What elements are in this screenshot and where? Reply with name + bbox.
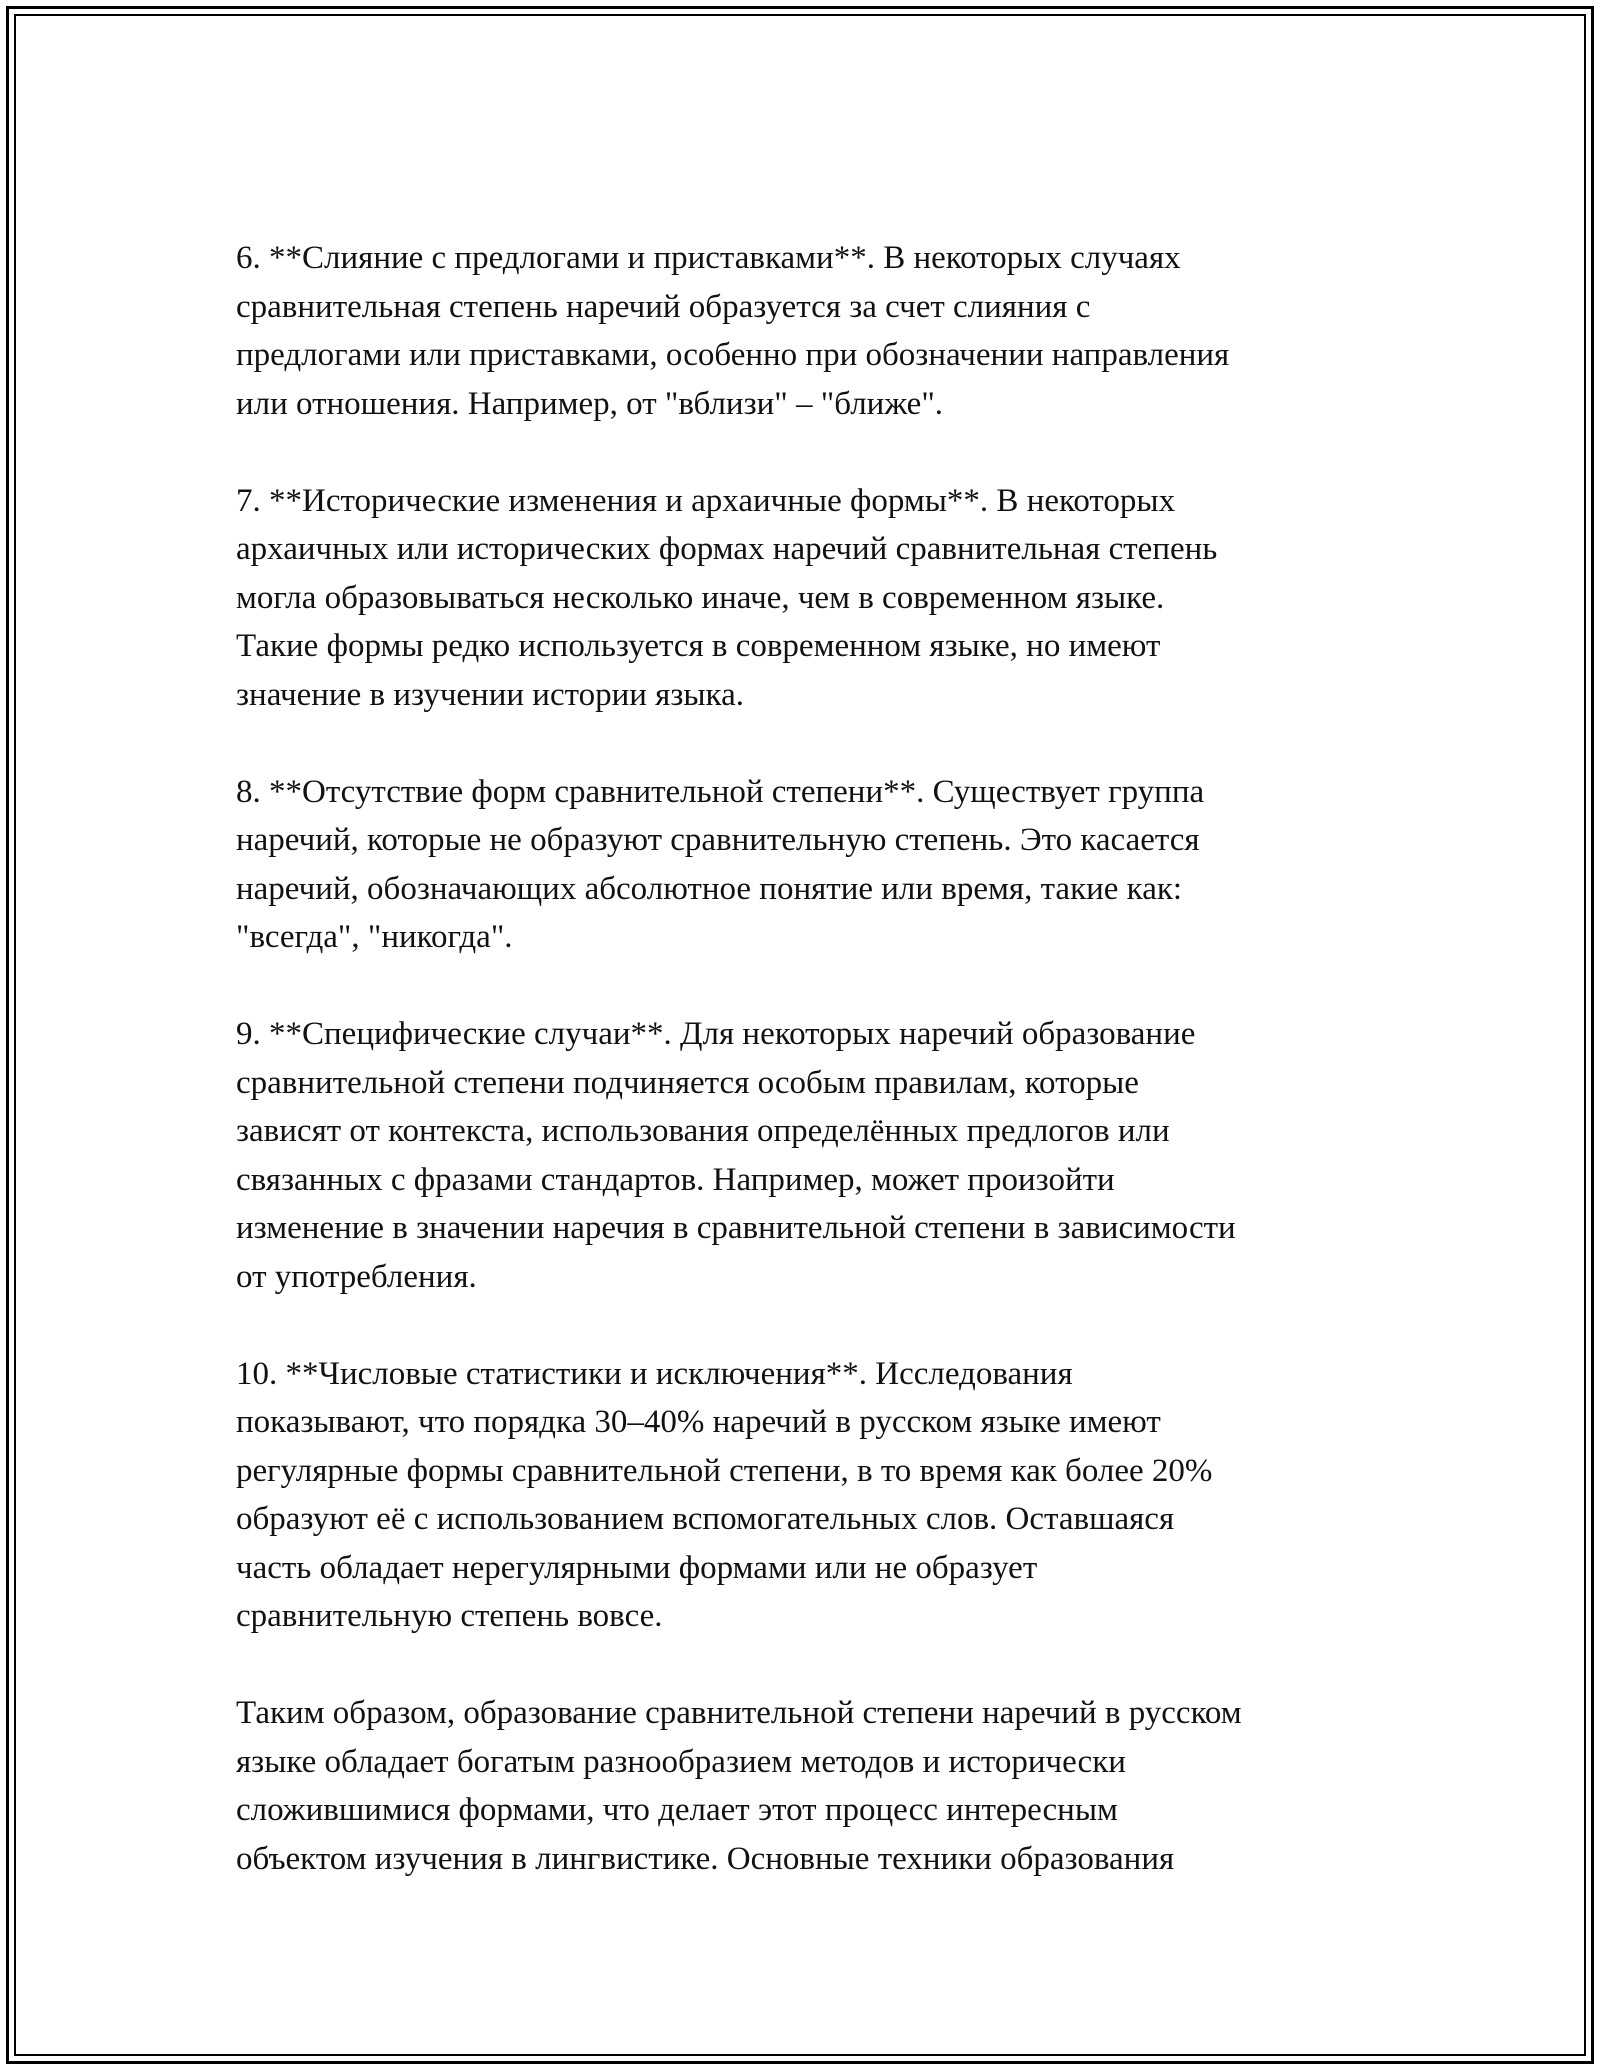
text-line: или отношения. Например, от "вблизи" – "ближе". — [236, 385, 944, 422]
text-line: 7. **Исторические изменения и архаичные формы**. В некоторых — [236, 482, 1176, 519]
text-line: сравнительной степени подчиняется особым правилам, которые — [236, 1064, 1139, 1101]
text-line: объектом изучения в лингвистике. Основные техники образования — [236, 1840, 1175, 1877]
text-line: Таким образом, образование сравнительной степени наречий в русском — [236, 1695, 1242, 1731]
text-line: "всегда", "никогда". — [236, 919, 513, 955]
text-line: наречий, которые не образуют сравнительную степень. Это касается — [236, 822, 1200, 858]
paragraph-item-9 — [236, 1010, 1386, 1301]
text-line: 6. **Слияние с предлогами и приставками**. В некоторых случаях — [236, 240, 1181, 276]
text-line: показывают, что порядка 30–40% наречий в русском языке имеют — [236, 1404, 1161, 1440]
paragraph-item-6 — [236, 234, 1386, 428]
text-line: языке обладает богатым разнообразием методов и исторически — [236, 1743, 1126, 1780]
paragraph-item-7 — [236, 477, 1386, 720]
text-line: могла образовываться несколько иначе, чем в современном языке. — [236, 579, 1165, 616]
text-line: сравнительная степень наречий образуется за счет слияния с — [236, 288, 1091, 325]
text-line: Такие формы редко используется в современном языке, но имеют — [236, 628, 1161, 664]
document-body — [236, 234, 1386, 1883]
text-line: предлогами или приставками, особенно при обозначении направления — [236, 337, 1230, 373]
text-line: 9. **Специфические случаи**. Для некоторых наречий образование — [236, 1016, 1196, 1052]
text-line: 10. **Числовые статистики и исключения**. Исследования — [236, 1355, 1073, 1392]
text-line: от употребления. — [236, 1258, 477, 1295]
text-line: 8. **Отсутствие форм сравнительной степени**. Существует группа — [236, 773, 1205, 810]
text-line: значение в изучении истории языка. — [236, 676, 744, 713]
paragraph-item-10 — [236, 1350, 1386, 1641]
paragraph-item-8 — [236, 768, 1386, 962]
paragraph-conclusion — [236, 1689, 1386, 1883]
text-line: регулярные формы сравнительной степени, в то время как более 20% — [236, 1452, 1213, 1489]
text-line: наречий, обозначающих абсолютное понятие или время, такие как: — [236, 870, 1183, 907]
text-line: сравнительную степень вовсе. — [236, 1598, 663, 1634]
text-line: часть обладает нерегулярными формами или не образует — [236, 1549, 1038, 1586]
text-line: сложившимися формами, что делает этот процесс интересным — [236, 1792, 1118, 1828]
text-line: зависят от контекста, использования определённых предлогов или — [236, 1113, 1170, 1149]
text-line: связанных с фразами стандартов. Например, может произойти — [236, 1161, 1115, 1198]
text-line: архаичных или исторических формах наречий сравнительная степень — [236, 531, 1218, 567]
text-line: изменение в значении наречия в сравнительной степени в зависимости — [236, 1210, 1236, 1246]
text-line: образуют её с использованием вспомогательных слов. Оставшаяся — [236, 1501, 1175, 1537]
